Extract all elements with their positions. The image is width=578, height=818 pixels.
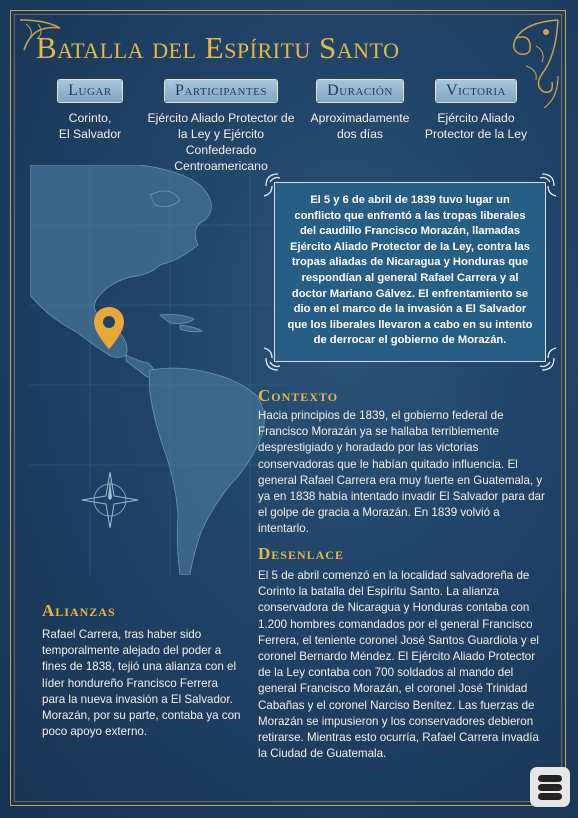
page-title: Batalla del Espíritu Santo xyxy=(36,30,400,65)
summary-text: El 5 y 6 de abril de 1839 tuvo lugar un conflicto que enfrentó a las tropas liberales del caudillo Francisco Morazán, llamadas Ejército Aliado Protector de la Ley, contra las tropas aliadas de Nicaragua y Honduras que respondían al general Rafael Carrera y al doctor Mariano Gálvez. El enfrentamiento se dio en el marco de la invasión a El Salvador que los liberales llevaron a cabo en su intento de derrocar el gobierno de Morazán. xyxy=(287,194,533,347)
summary-panel xyxy=(262,170,558,374)
fact-value: Corinto, El Salvador xyxy=(58,111,122,141)
map-pin-icon xyxy=(92,305,126,351)
fact-lugar xyxy=(20,80,160,142)
fact-value: Ejército Aliado Protector de la Ley xyxy=(424,111,528,141)
alianzas-heading: Alianzas xyxy=(42,601,116,620)
alianzas-text: Rafael Carrera, tras haber sido temporalmente alejado del poder a fines de 1838, tejió una alianza con el líder hondureño Francisco Ferrera para la nueva invasión a El Salvador. Morazán, por su parte, contaba ya con poco apoyo externo. xyxy=(42,628,241,739)
fact-participantes xyxy=(146,80,296,174)
fact-label: Duración xyxy=(317,80,403,102)
fact-value: Aproximadamente dos días xyxy=(310,111,410,141)
compass-rose-icon xyxy=(80,470,140,530)
desenlace-heading: Desenlace xyxy=(258,544,344,563)
brand-logo-icon xyxy=(530,767,570,807)
fact-label: Participantes xyxy=(165,80,277,102)
americas-map xyxy=(30,165,290,575)
desenlace-text: El 5 de abril comenzó en la localidad salvadoreña de Corinto la batalla del Espíritu Santo. La alianza conservadora de Nicaragua y Honduras contaba con 1.200 hombres comandados por el general Francisco Ferrera, el teniente coronel José Santos Guardiola y el coronel Bernardo Méndez. El Ejército Aliado Protector de la Ley contaba con 700 soldados al mando del general Francisco Morazán, el coronel José Trinidad Cabañas y el coronel Narciso Benítez. Las fuerzas de Morazán se impusieron y los conservadores debieron retirarse. Mientras esto ocurría, Rafael Carrera invadía la Ciudad de Guatemala. xyxy=(258,569,539,761)
fact-victoria xyxy=(406,80,546,142)
contexto-heading: Contexto xyxy=(258,386,339,405)
fact-value: Ejército Aliado Protector de la Ley y Ejército Confederado Centroamericano xyxy=(147,111,295,173)
fact-label: Lugar xyxy=(58,80,121,102)
fact-label: Victoria xyxy=(436,80,516,102)
contexto-text: Hacia principios de 1839, el gobierno federal de Francisco Morazán ya se hallaba terriblemente desprestigiado y horadado por las victorias conservadoras que le habían quitado influencia. El general Rafael Carrera era muy fuerte en Guatemala, y ya en 1838 había intentado invadir El Salvador para dar el golpe de gracia a Morazán. En 1839 volvió a intentarlo. xyxy=(258,409,545,536)
summary-box xyxy=(274,182,546,362)
